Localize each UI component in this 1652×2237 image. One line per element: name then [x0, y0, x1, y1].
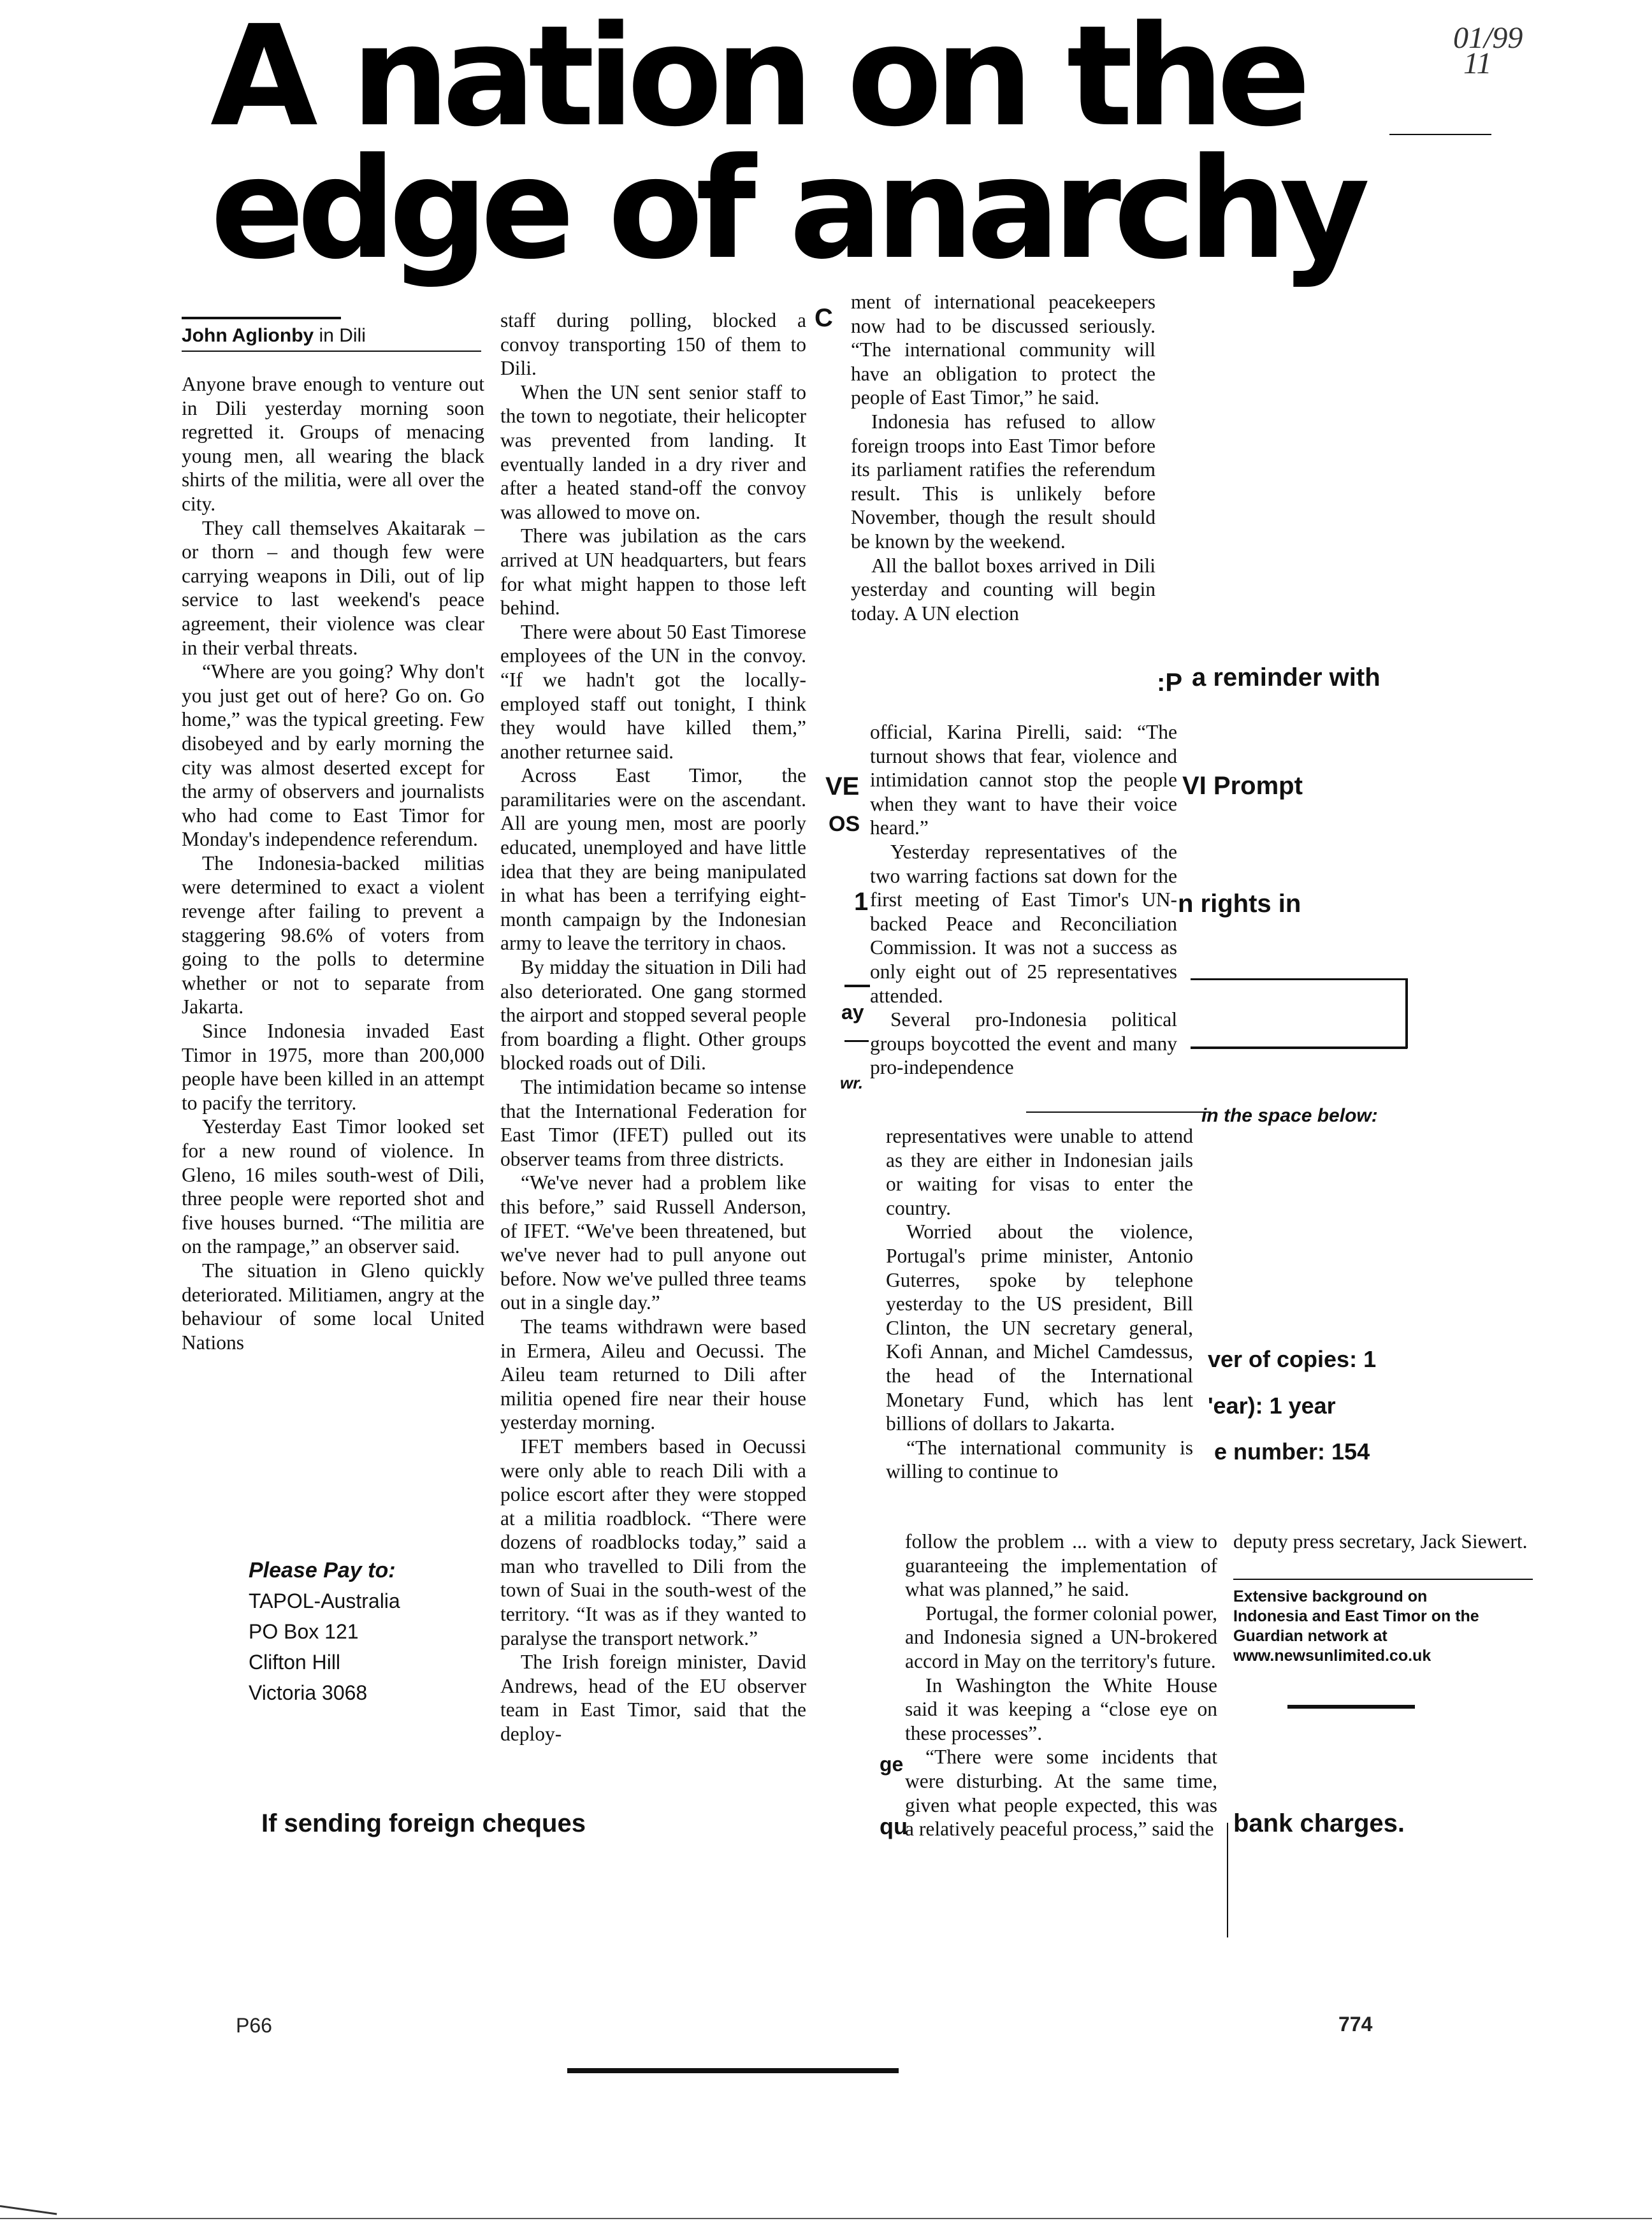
payment-heading: Please Pay to:	[249, 1558, 396, 1582]
payment-line: TAPOL-Australia	[249, 1589, 400, 1612]
form-space-below-text: in the space below:	[1201, 1105, 1378, 1126]
form-box-bottom	[1191, 1046, 1407, 1049]
paragraph: There were about 50 East Timorese employees of the UN in the convoy. “If we hadn't got the locally-employed staff out tonight, I think they would have killed them,” another returnee said.	[500, 620, 806, 763]
form-dash-2	[844, 1040, 869, 1042]
article-column-3b	[870, 720, 1177, 1080]
background-note-url: www.newsunlimited.co.uk	[1233, 1647, 1431, 1665]
scan-edge-line	[0, 2218, 1652, 2219]
form-fragment-one: 1	[854, 888, 869, 916]
handwritten-line-1: 01/99	[1453, 21, 1523, 55]
paragraph: IFET members based in Oecussi were only able to reach Dili with a police escort after they were stopped at a militia roadblock. “There were dozens of roadblocks today,” said a man who travelled to Dili from the town of Suai in the south-west of the territory. “It was as if they wanted to paralyse the transport network.”	[500, 1435, 806, 1649]
payment-line: PO Box 121	[249, 1620, 359, 1643]
form-foreign-cheques-text: If sending foreign cheques	[261, 1809, 586, 1837]
article-column-3a	[851, 290, 1156, 625]
paragraph: Anyone brave enough to venture out in Dili yesterday morning soon regretted it. Groups of menacing young men, all wearing the black shirts of the militia, were all over the city.	[182, 373, 484, 515]
background-note-end-rule	[1287, 1705, 1415, 1709]
paragraph: When the UN sent senior staff to the town to negotiate, their helicopter was prevented from landing. It eventually landed in a dry river and after a heated stand-off the convoy was allowed to move on.	[500, 380, 806, 523]
payment-address	[249, 1555, 516, 1708]
paragraph: ment of international peacekeepers now had to be discussed seriously. “The international community will have an obligation to protect the people of East Timor,” he said.	[851, 291, 1156, 409]
paragraph: Yesterday representatives of the two warring factions sat down for the first meeting of East Timor's UN-backed Peace and Reconciliation Commission. It was not a success as only eight out of 25 representatives attended.	[870, 840, 1177, 1007]
paragraph: They call themselves Akaitarak – or thorn – and though few were carrying weapons in Dili, out of lip service to last weekend's peace agreement, their violence was clear in their verbal threats.	[182, 516, 484, 659]
paragraph: The teams withdrawn were based in Ermera, Aileu and Oecussi. The Aileu team returned to Dili after militia opened fire near their house yesterday morning.	[500, 1315, 806, 1434]
byline-rule	[182, 351, 481, 352]
form-fragment-p: :P	[1157, 669, 1182, 697]
byline-author: John Aglionby	[182, 325, 314, 346]
background-note	[1233, 1587, 1552, 1666]
form-number-text: e number: 154	[1214, 1438, 1370, 1465]
paragraph: “We've never had a problem like this before,” said Russell Anderson, of IFET. “We've been threatened, but we've never had to pull anyone out before. Now we've pulled three teams out in a single day.”	[500, 1171, 806, 1314]
form-prompt-text: VI Prompt	[1182, 772, 1303, 800]
paragraph: The intimidation became so intense that the International Federation for East Timor (IFET) pulled out its observer teams from three districts.	[500, 1076, 806, 1170]
form-copies-text: ver of copies: 1	[1208, 1346, 1377, 1372]
article-column-1	[182, 372, 484, 1354]
paragraph: official, Karina Pirelli, said: “The turnout shows that fear, violence and intimidation cannot stop the people when they want to have their voice heard.”	[870, 721, 1177, 839]
background-note-line: Guardian network at	[1233, 1627, 1388, 1645]
byline-location: in Dili	[319, 325, 366, 346]
form-fragment-ge: ge	[880, 1753, 904, 1776]
article-column-3d	[905, 1530, 1217, 1841]
paragraph: All the ballot boxes arrived in Dili yesterday and counting will begin today. A UN election	[851, 554, 1156, 625]
paragraph: Worried about the violence, Portugal's prime minister, Antonio Guterres, spoke by telephone yesterday to the US president, Bill Clinton, the UN secretary general, Kofi Annan, and Michel Camdessus, the head of the International Monetary Fund, which has lent billions of dollars to Jakarta.	[886, 1220, 1193, 1435]
paragraph: Yesterday East Timor looked set for a new round of violence. In Gleno, 16 miles south-west of Dili, three people were reported shot and five houses burned. “The militia are on the rampage,” an observer said.	[182, 1115, 484, 1258]
article-column-4	[1233, 1530, 1539, 1554]
paragraph: In Washington the White House said it was keeping a “close eye on these processes”.	[905, 1674, 1217, 1744]
form-fragment-c: C	[815, 304, 833, 332]
handwritten-date	[1453, 21, 1587, 80]
paragraph: Since Indonesia invaded East Timor in 1975, more than 200,000 people have been killed in an attempt to pacify the territory.	[182, 1020, 484, 1114]
form-fragment-os: OS	[829, 812, 860, 836]
form-box-side	[1405, 978, 1408, 1048]
byline	[182, 325, 366, 347]
form-dash-1	[844, 985, 870, 987]
form-bank-charges-text: bank charges.	[1233, 1809, 1405, 1837]
byline-rule-top	[182, 317, 341, 319]
form-box-top	[1191, 978, 1407, 980]
article-column-2	[500, 308, 806, 1746]
paragraph: representatives were unable to attend as they are either in Indonesian jails or waiting for visas to enter the country.	[886, 1125, 1193, 1219]
paragraph: “There were some incidents that were disturbing. At the same time, given what people expected, this was a relatively peaceful process,” said the	[905, 1746, 1217, 1841]
form-fragment-qu: qu	[880, 1813, 908, 1839]
form-rights-text: n rights in	[1178, 890, 1301, 918]
paragraph: Several pro-Indonesia political groups boycotted the event and many pro-independence	[870, 1008, 1177, 1079]
handwritten-line-2: 11	[1463, 47, 1492, 80]
article-column-3c	[886, 1124, 1193, 1484]
paragraph: The Irish foreign minister, David Andrews, head of the EU observer team in East Timor, said that the deploy-	[500, 1651, 806, 1746]
paragraph: The situation in Gleno quickly deteriorated. Militiamen, angry at the behaviour of some local United Nations	[182, 1259, 484, 1354]
payment-line: Victoria 3068	[249, 1681, 368, 1704]
paragraph: Portugal, the former colonial power, and Indonesia signed a UN-brokered accord in May on the territory's future.	[905, 1602, 1217, 1672]
paragraph: follow the problem ... with a view to guaranteeing the implementation of what was planned,” he said.	[905, 1530, 1217, 1601]
column-3d-side-rule	[1227, 1823, 1228, 1937]
paragraph: “The international community is willing to continue to	[886, 1436, 1193, 1483]
paragraph: “Where are you going? Why don't you just get out of here? Go on. Go home,” was the typical greeting. Few disobeyed and by early morning the city was almost deserted except for the army of observers and journalists who had come to East Timor for Monday's independence referendum.	[182, 660, 484, 851]
form-fragment-wr: wr.	[840, 1073, 864, 1092]
form-reminder-text: a reminder with	[1192, 663, 1380, 691]
footer-left: P66	[236, 2014, 272, 2037]
paragraph: The Indonesia-backed militias were determined to exact a violent revenge after failing to prevent a staggering 98.6% of voters from going to the polls to determine whether or not to separate from Jakarta.	[182, 851, 484, 1018]
background-note-rule	[1233, 1579, 1533, 1580]
background-note-line: Indonesia and East Timor on the	[1233, 1607, 1479, 1625]
background-note-line: Extensive background on	[1233, 1588, 1428, 1605]
paragraph: staff during polling, blocked a convoy transporting 150 of them to Dili.	[500, 309, 806, 380]
column-2-bottom-rule	[567, 2068, 899, 2073]
paragraph: There was jubilation as the cars arrived at UN headquarters, but fears for what might happen to those left behind.	[500, 525, 806, 619]
headline-rule	[1389, 134, 1491, 135]
paragraph: Indonesia has refused to allow foreign troops into East Timor before its parliament ratifies the referendum result. This is unlikely before November, though the result should be known by the weekend.	[851, 410, 1156, 553]
paragraph: Across East Timor, the paramilitaries were on the ascendant. All are young men, most are poorly educated, unemployed and have little idea that they are being manipulated in what has been a terrifying eight-month campaign by the Indonesian army to leave the territory in chaos.	[500, 764, 806, 955]
form-fragment-ay: ay	[841, 1001, 864, 1024]
column-3-rule	[1026, 1111, 1211, 1113]
paragraph: deputy press secretary, Jack Siewert.	[1233, 1530, 1528, 1553]
form-year-text: 'ear): 1 year	[1208, 1393, 1336, 1419]
payment-line: Clifton Hill	[249, 1651, 341, 1674]
footer-right: 774	[1338, 2013, 1373, 2036]
scan-edge-mark	[0, 2205, 57, 2215]
headline-line-2: edge of anarchy	[210, 129, 1363, 290]
headline-line-1: A nation on the	[210, 0, 1303, 157]
paragraph: By midday the situation in Dili had also deteriorated. One gang stormed the airport and stopped several people from boarding a flight. Other groups blocked roads out of Dili.	[500, 956, 806, 1075]
form-fragment-ve: VE	[825, 772, 860, 800]
